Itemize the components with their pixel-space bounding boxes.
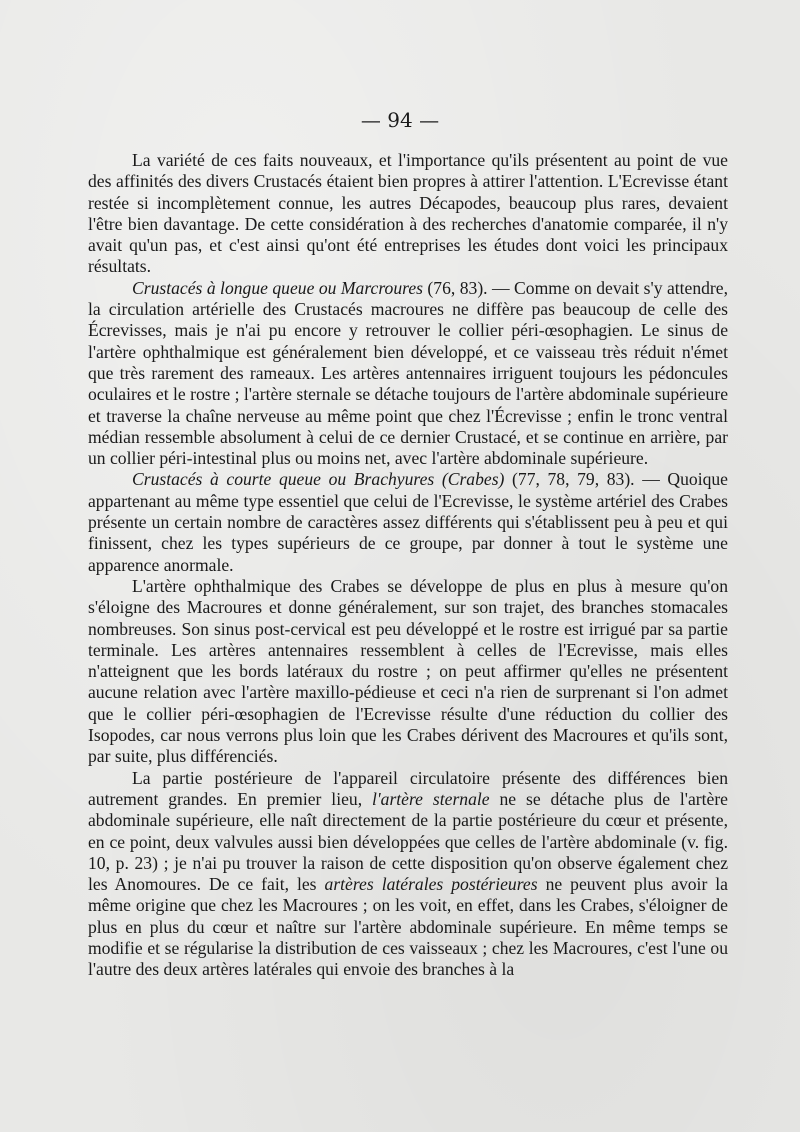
paragraph-2 (88, 278, 728, 470)
paragraph-5-part-1: La partie postérieure de l'appareil circulatoire présente des différences bien autrement grandes. En premier lieu, (88, 767, 728, 809)
paragraph-2-text: (76, 83). — Comme on devait s'y attendre, la circulation artérielle des Crustacés macroures ne diffère pas beaucoup de celle des Écrevisses, mais je n'ai pu encore y retrouver le collier péri-œsophagien. Le sinus de l'artère ophthalmique est généralement bien développé, et ce vaisseau très réduit n'émet que très rarement des rameaux. Les artères antennaires irriguent toujours les pédoncules oculaires et le rostre ; l'artère sternale se détache toujours de l'artère abdominale supérieure et traverse la chaîne nerveuse au même point que chez l'Écrevisse ; enfin le tronc ventral médian ressemble absolument à celui de ce dernier Crustacé, et se continue en arrière, par un collier péri-intestinal plus ou moins net, avec l'artère abdominale supérieure. (88, 277, 728, 469)
page-number: — 94 — (360, 108, 440, 132)
paragraph-5 (88, 768, 728, 981)
paragraph-3 (88, 469, 728, 575)
paragraph-3-text: (77, 78, 79, 83). — Quoique appartenant au même type essentiel que celui de l'Ecrevisse, le système artériel des Crabes présente un certain nombre de caractères assez différents qui s'établissent peu à peu et qui finissent, chez les types supérieurs de ce groupe, par donner à tout le système une apparence anormale. (88, 469, 728, 575)
paragraph-1 (88, 150, 728, 278)
paragraph-5-part-3: ne se détache plus de l'artère abdominale supérieure, elle naît directement de la partie postérieure du cœur et présente, en ce point, deux valvules aussi bien développées que celles de l'artère abdominale (v. fig. 10, p. 23) ; je n'ai pu trouver la raison de cette disposition qu'on observe également chez les Anomoures. De ce fait, les (88, 788, 728, 895)
paragraph-4-text: L'artère ophthalmique des Crabes se développe de plus en plus à mesure qu'on s'éloigne des Macroures et donne généralement, sur son trajet, des branches stomacales nombreuses. Son sinus post-cervical est peu développé et le rostre est irrigué par sa partie terminale. Les artères antennaires ressemblent à celles de l'Ecrevisse, mais elles n'atteignent que les bords latéraux du rostre ; on peut affirmer qu'elles ne présentent aucune relation avec l'artère maxillo-pédieuse et ceci n'a rien de surprenant si l'on admet que le collier péri-œsophagien de l'Ecrevisse résulte d'une réduction du collier des Isopodes, car nous verrons plus loin que les Crabes dérivent des Macroures et qu'ils sont, par suite, plus différenciés. (88, 575, 728, 767)
paragraph-5-part-5: ne peuvent plus avoir la même origine que chez les Macroures ; on les voit, en effet, dans les Crabes, s'éloigner de plus en plus du cœur et naître sur l'artère abdominale supérieure. En même temps se modifie et se régularise la distribution de ces vaisseaux ; chez les Macroures, c'est l'une ou l'autre des deux artères latérales qui envoie des branches à la (88, 874, 728, 980)
paragraph-4 (88, 576, 728, 768)
term-arteres-laterales-posterieures: artères latérales postérieures (324, 874, 538, 895)
section-heading-brachyures: Crustacés à courte queue ou Brachyures (Crabes) (132, 469, 505, 490)
term-artere-sternale: l'artère sternale (372, 788, 490, 809)
section-heading-macroures: Crustacés à longue queue ou Marcroures (132, 277, 423, 298)
body-text (88, 150, 728, 981)
paragraph-1-text: La variété de ces faits nouveaux, et l'importance qu'ils présentent au point de vue des affinités des divers Crustacés étaient bien propres à attirer l'attention. L'Ecrevisse étant restée si incomplètement connue, les autres Décapodes, beaucoup plus rares, devaient l'être bien davantage. De cette considération à des recherches d'anatomie comparée, il n'y avait qu'un pas, et c'est ainsi qu'ont été entreprises les études dont voici les principaux résultats. (88, 150, 728, 277)
